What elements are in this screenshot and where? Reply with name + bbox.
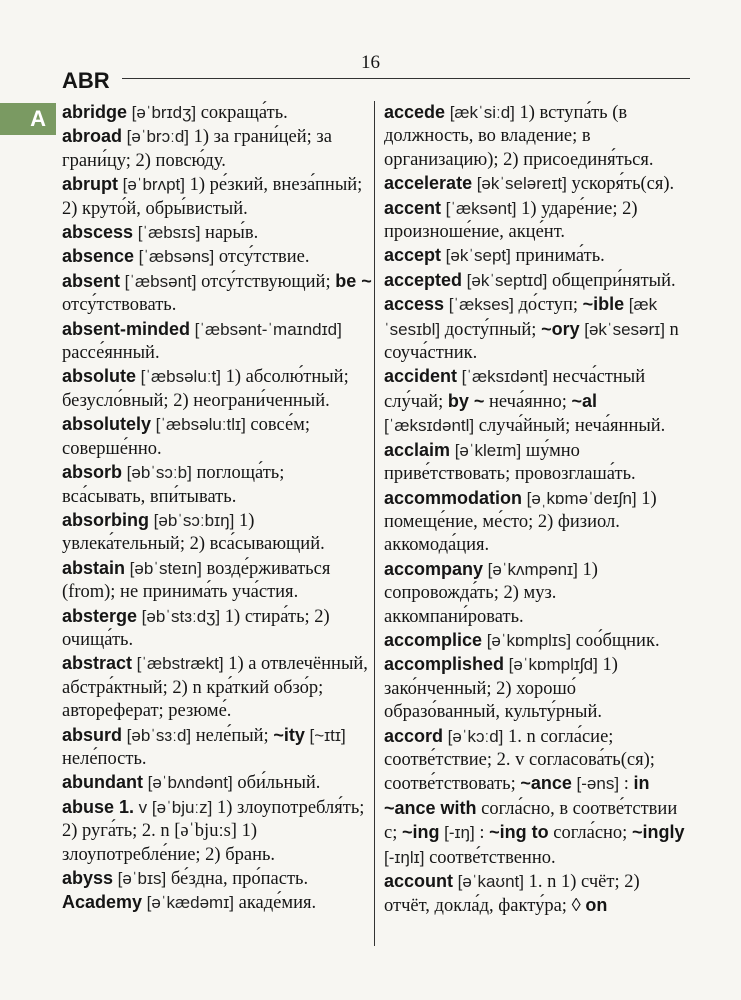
entry-headword: accommodation — [384, 487, 523, 508]
entry-definition: 1) злоупотребля́ть; 2) руга́ть; 2. n [əˈbjuːs] 1) злоупотребле́ние; 2) брань. — [62, 797, 365, 865]
dictionary-entry — [384, 197, 689, 245]
entry-transcription: [əˈkædəmɪ] — [146, 893, 234, 913]
entry-derivative: be ~ — [335, 270, 372, 291]
entry-definition: 1) a отвлечённый, абстра́ктный; 2) n кра́ткий обзо́р; автореферат; резюме́. — [62, 654, 368, 722]
entry-derivative: ~ity — [273, 724, 305, 745]
entry-definition: шу́мно приве́тствовать; провозглаша́ть. — [384, 440, 636, 485]
dictionary-entry — [384, 653, 689, 724]
dictionary-entry — [62, 771, 372, 795]
entry-headword: absorb — [62, 462, 123, 483]
dictionary-entry — [62, 557, 372, 605]
entry-derivative: ~al — [571, 390, 598, 411]
dictionary-entry — [384, 870, 689, 919]
entry-derivative-transcription: [-ɪŋ] — [444, 823, 475, 843]
entry-headword: absorbing — [62, 509, 150, 530]
entry-derivative-transcription: [ˈæksɪdəntl] — [384, 416, 475, 436]
entry-transcription: [əˈbrɔːd] — [126, 127, 189, 147]
entry-headword: accompany — [384, 558, 484, 579]
entry-headword: accomplice — [384, 629, 483, 650]
entry-derivative-transcription: [ækˈsesɪbl] — [384, 295, 658, 339]
dictionary-entry — [62, 125, 372, 173]
entry-headword: abroad — [62, 126, 123, 147]
entry-headword: abridge — [62, 102, 128, 122]
entry-transcription: [əˈkɒmplɪs] — [486, 630, 572, 650]
entry-headword: abstain — [62, 557, 126, 578]
entry-headword: accent — [384, 197, 442, 218]
entry-definition: возде́рживаться (from); не принима́ть уча́стия. — [62, 558, 331, 603]
dictionary-entry — [62, 413, 372, 461]
entry-headword: absolute — [62, 366, 137, 387]
entry-transcription: [əˈkleɪm] — [454, 440, 522, 460]
entry-derivative: by ~ — [447, 390, 485, 411]
dictionary-entry — [384, 293, 689, 365]
entry-derivative-definition: досту́пный; — [444, 319, 537, 340]
entry-derivative: ~ing to — [489, 822, 549, 843]
dictionary-entry — [62, 365, 372, 413]
dictionary-entry — [62, 891, 372, 915]
entry-definition: 1) увлека́тельный; 2) вса́сывающий. — [62, 510, 325, 555]
entry-headword: Academy — [62, 892, 143, 913]
entry-headword: acclaim — [384, 439, 451, 460]
dictionary-entry — [384, 172, 689, 196]
entry-derivative-definition: : — [479, 823, 485, 844]
entry-definition: совсе́м; соверше́нно. — [62, 415, 311, 459]
dictionary-entry — [62, 270, 372, 318]
entry-headword: abundant — [62, 772, 143, 793]
entry-derivative-definition: случа́йный; неча́янный. — [478, 416, 666, 437]
entry-headword: absent — [62, 270, 121, 291]
entry-transcription: v [əˈbjuːz] — [138, 797, 213, 817]
entry-derivative-transcription: [~ɪtɪ] — [309, 725, 346, 745]
header-rule — [122, 78, 690, 79]
entry-headword: abuse 1. — [62, 796, 135, 817]
entry-definition: 1. n согла́сие; соотве́тствие; 2. v согласова́ть(ся); соотве́тствовать; — [384, 726, 655, 795]
entry-transcription: [əˈkaʊnt] — [457, 872, 524, 891]
entry-headword: accepted — [384, 269, 463, 290]
entry-derivative-definition: : — [623, 774, 629, 795]
entry-definition: несча́стный слу́чай; — [384, 367, 646, 412]
entry-transcription: [ˈæbsəluːt] — [140, 367, 221, 387]
entry-transcription: [ækˈsiːd] — [449, 103, 515, 122]
dictionary-entry — [62, 318, 372, 366]
dictionary-entry — [384, 487, 689, 558]
entry-headword: accept — [384, 245, 442, 266]
entry-definition: поглоща́ть; вса́сывать, впи́тывать. — [62, 463, 285, 507]
entry-definition: 1) помеще́ние, ме́сто; 2) физиол. аккомода́ция. — [384, 488, 657, 556]
entry-transcription: [əˈkʌmpənɪ] — [487, 559, 578, 579]
entry-derivative-definition: n соуча́стник. — [384, 319, 679, 364]
entry-definition: до́ступ; — [518, 295, 578, 316]
dictionary-entry — [384, 558, 689, 629]
entry-derivative-definition: отсу́тствовать. — [62, 295, 177, 316]
entry-derivative-definition: согла́сно, в соотве́тствии с; — [384, 798, 678, 844]
entry-transcription: [ˈæbsɪs] — [137, 223, 201, 243]
entry-transcription: [əkˈseləreɪt] — [476, 174, 567, 194]
dictionary-entry — [384, 629, 689, 653]
entry-headword: absolutely — [62, 414, 152, 435]
letter-tab: A — [0, 103, 56, 135]
entry-derivative: ~ory — [541, 318, 580, 339]
entry-transcription: [ˈæbsənt] — [124, 271, 197, 291]
entry-transcription: [ˈæksɪdənt] — [461, 367, 549, 387]
dictionary-entry — [62, 605, 372, 653]
entry-definition: акаде́мия. — [238, 893, 317, 914]
entry-transcription: [əˈkɔːd] — [447, 726, 504, 746]
entry-headword: absterge — [62, 605, 138, 626]
left-column — [62, 101, 372, 916]
entry-derivative-transcription: [-əns] — [576, 774, 620, 794]
entry-transcription: [əbˈsteɪn] — [129, 558, 202, 578]
entry-definition: ускоря́ть(ся). — [571, 174, 675, 195]
entry-transcription: [əˈbrɪdʒ] — [131, 103, 197, 122]
entry-definition: бе́здна, про́пасть. — [170, 869, 309, 889]
dictionary-entry — [62, 796, 372, 867]
entry-definition: 1) стира́ть; 2) очища́ть. — [62, 606, 330, 650]
entry-derivative-definition: соотве́тственно. — [429, 847, 556, 868]
page-number: 16 — [361, 52, 380, 73]
entry-definition: 1) ударе́ние; 2) произноше́ние, акце́нт. — [384, 198, 638, 243]
entry-transcription: [əbˈsɔːb] — [126, 463, 192, 483]
entry-headword: absence — [62, 246, 135, 267]
entry-derivative: on — [585, 895, 608, 916]
dictionary-entry — [384, 244, 689, 268]
entry-definition: принима́ть. — [515, 246, 605, 267]
entry-headword: accede — [384, 102, 446, 122]
entry-definition: рассе́янный. — [62, 343, 160, 364]
entry-derivative-transcription: [əkˈsesərɪ] — [584, 319, 665, 339]
right-column — [384, 101, 689, 919]
header-word: ABR — [62, 68, 110, 93]
dictionary-entry — [62, 509, 372, 557]
dictionary-entry — [62, 652, 372, 723]
entry-definition: сокраща́ть. — [200, 103, 288, 123]
entry-transcription: [əkˈsept] — [445, 246, 511, 266]
dictionary-entry — [62, 867, 372, 891]
entry-definition: неле́пый; — [195, 725, 269, 746]
entry-headword: accomplished — [384, 654, 505, 675]
dictionary-entry — [384, 725, 689, 870]
entry-derivative: ~ible — [582, 294, 625, 315]
entry-headword: absurd — [62, 724, 123, 745]
entry-derivative: ~ance — [520, 773, 572, 794]
entry-definition: 1) абсолю́тный; безусло́вный; 2) неограни́ченный. — [62, 367, 349, 411]
entry-transcription: [əˌkɒməˈdeɪʃn] — [526, 488, 637, 508]
dictionary-entry — [62, 245, 372, 269]
entry-transcription: [əkˈseptɪd] — [466, 270, 548, 290]
dictionary-entry — [384, 269, 689, 293]
entry-headword: account — [384, 871, 454, 891]
dictionary-entry — [384, 101, 689, 172]
entry-transcription: [əˈbʌndənt] — [147, 773, 233, 793]
entry-transcription: [əbˈsɜːd] — [126, 725, 192, 745]
entry-transcription: [əbˈstɜːdʒ] — [141, 606, 221, 626]
entry-transcription: [ˈæbsənt-ˈmaɪndɪd] — [194, 319, 342, 339]
entry-headword: absent-minded — [62, 318, 191, 339]
entry-transcription: [əˈbɪs] — [117, 869, 167, 888]
entry-definition: 1. n 1) счёт; 2) отчёт, докла́д, факту́ра; ◊ — [384, 872, 640, 917]
entry-headword: access — [384, 294, 445, 315]
dictionary-entry — [62, 461, 372, 509]
entry-definition: общепри́нятый. — [552, 270, 676, 291]
entry-derivative: in ~ance with — [384, 773, 650, 818]
entry-transcription: [ˈæbsəluːtlɪ] — [155, 415, 246, 435]
entry-headword: abscess — [62, 222, 134, 243]
entry-transcription: [əˈkɒmplɪʃd] — [508, 655, 598, 675]
entry-transcription: [əbˈsɔːbɪŋ] — [153, 510, 235, 530]
entry-transcription: [ˈæksənt] — [445, 198, 517, 218]
entry-definition: оби́льный. — [237, 773, 321, 794]
dictionary-entry — [384, 365, 689, 438]
entry-derivative-transcription: [-ɪŋlɪ] — [384, 847, 425, 867]
entry-transcription: [ˈæbsəns] — [138, 247, 215, 267]
entry-definition: 1) вступа́ть (в должность, во владение; в организацию); 2) присоединя́ться. — [384, 103, 654, 170]
dictionary-entry — [62, 173, 372, 221]
entry-definition: отсу́тствие. — [218, 247, 310, 268]
entry-derivative-definition: согла́сно; — [553, 823, 628, 844]
entry-derivative-definition: неле́пость. — [62, 748, 147, 769]
entry-definition: нары́в. — [205, 223, 259, 244]
entry-transcription: [ˈæbstrækt] — [136, 654, 224, 674]
entry-derivative-definition: неча́янно; — [489, 391, 567, 412]
entry-definition: 1) за грани́цей; за грани́цу; 2) повсю́ду. — [62, 127, 332, 171]
entry-headword: abyss — [62, 868, 114, 888]
entry-transcription: [ˈækses] — [448, 295, 514, 315]
dictionary-entry — [62, 724, 372, 772]
entry-definition: соо́бщник. — [575, 630, 660, 651]
dictionary-entry — [62, 221, 372, 245]
entry-derivative: ~ingly — [631, 822, 685, 843]
entry-definition: 1) ре́зкий, внеза́пный; 2) круто́й, обры́вистый. — [62, 175, 363, 219]
entry-derivative: ~ing — [401, 822, 440, 843]
entry-transcription: [əˈbrʌpt] — [122, 175, 185, 195]
column-divider — [374, 101, 375, 946]
dictionary-entry — [62, 101, 372, 125]
entry-headword: abstract — [62, 653, 133, 674]
dictionary-entry — [384, 439, 689, 487]
entry-headword: accord — [384, 725, 444, 746]
entry-definition: 1) зако́нченный; 2) хорошо́ образо́ванный, культу́рный. — [384, 655, 618, 723]
entry-definition: 1) сопровожда́ть; 2) муз. аккомпани́ровать. — [384, 559, 598, 627]
entry-headword: abrupt — [62, 174, 118, 195]
entry-headword: accident — [384, 366, 458, 387]
entry-definition: отсу́тствующий; — [201, 271, 331, 292]
entry-headword: accelerate — [384, 173, 473, 194]
